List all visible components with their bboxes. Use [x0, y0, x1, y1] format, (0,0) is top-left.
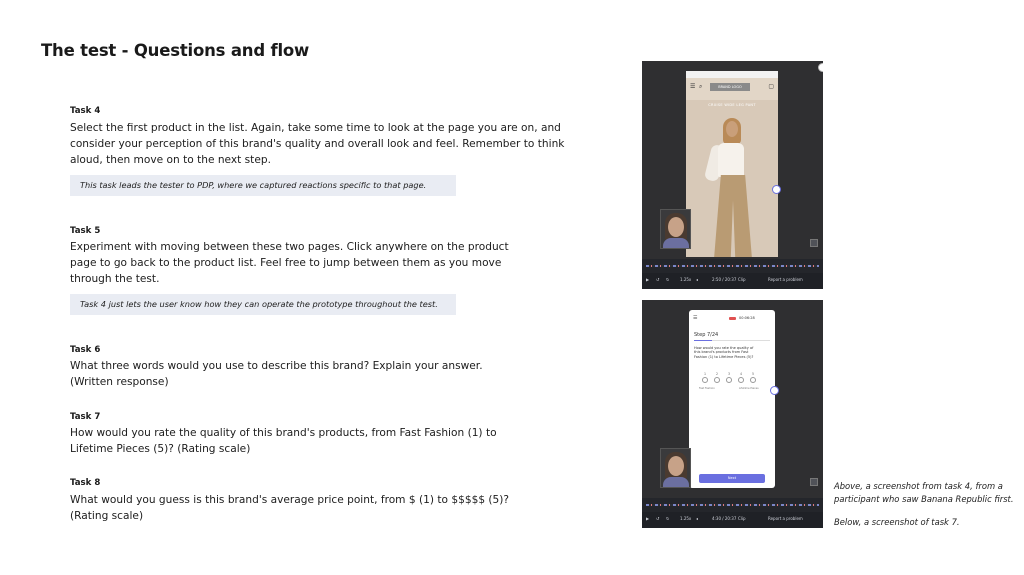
task-5-heading: Task 5 [70, 226, 101, 236]
rating-radio-2[interactable] [714, 377, 720, 383]
speed-label[interactable]: 1.25x [680, 277, 692, 282]
task-8-heading: Task 8 [70, 478, 101, 488]
player-controls [642, 273, 823, 289]
rewind-icon[interactable]: ↺ [656, 516, 660, 521]
progress-bar [694, 340, 712, 341]
rewind-icon[interactable]: ↺ [656, 277, 660, 282]
caption-line-3: Below, a screenshot of task 7. [834, 517, 960, 527]
handle-dot [818, 63, 823, 72]
task-8-line-1: What would you guess is this brand's average price point, from $ (1) to $$$$$ (5)? [70, 494, 510, 506]
task-4-heading: Task 4 [70, 106, 101, 116]
task-6-heading: Task 6 [70, 345, 101, 355]
next-button[interactable]: Next [699, 474, 765, 483]
recording-indicator [729, 317, 736, 320]
menu-icon: ☰ [693, 315, 698, 321]
task-7-text [70, 426, 497, 458]
caption-line-2: participant who saw Banana Republic first. [834, 493, 1014, 504]
task-4-line-2: consider your perception of this brand's quality and overall look and feel. Remember to think [70, 137, 565, 150]
screenshot-caption [834, 480, 1014, 529]
participant-webcam [660, 448, 691, 488]
search-icon: ⌕ [699, 83, 703, 90]
cursor-marker [770, 386, 779, 395]
task-6-line-2: (Written response) [70, 375, 169, 388]
clip-button[interactable]: Clip [738, 516, 746, 521]
product-page-mockup [686, 71, 778, 257]
high-anchor-label: Lifetime Pieces [739, 387, 759, 390]
fullscreen-icon[interactable] [810, 478, 818, 486]
hamburger-icon: ☰ [690, 83, 696, 90]
timer: 00:06:28 [739, 316, 755, 320]
task-7-line-1: How would you rate the quality of this brand's products, from Fast Fashion (1) to [70, 427, 497, 439]
video-timeline[interactable] [642, 498, 823, 512]
task-5-note: Task 4 just lets the user know how they can operate the prototype throughout the test. [70, 294, 456, 315]
scale-2-label: 2 [716, 372, 719, 376]
time-readout: 4:30 / 20:37 [712, 516, 737, 521]
rating-question-mockup [689, 310, 775, 488]
player-controls [642, 512, 823, 528]
brand-logo-placeholder: BRAND LOGO [710, 83, 750, 91]
play-icon[interactable]: ▶ [646, 277, 650, 282]
browser-address-bar [686, 71, 778, 78]
task-7-line-2: Lifetime Pieces (5)? (Rating scale) [70, 442, 251, 455]
task-7-screenshot [642, 300, 823, 528]
scale-1-label: 1 [704, 372, 707, 376]
speed-label[interactable]: 1.25x [680, 516, 692, 521]
page-title: The test - Questions and flow [41, 41, 310, 60]
task-4-line-1: Select the first product in the list. Again, take some time to look at the page you are on, and [70, 122, 561, 134]
low-anchor-label: Fast Fashion [699, 387, 715, 390]
task-4-text [70, 121, 564, 168]
scale-3-label: 3 [728, 372, 731, 376]
bag-icon: ▢ [768, 83, 774, 90]
scale-5-label: 5 [752, 372, 755, 376]
task-6-line-1: What three words would you use to describe this brand? Explain your answer. [70, 360, 483, 372]
caption-line-1: Above, a screenshot from task 4, from a [834, 481, 1003, 491]
task-5-line-3: through the test. [70, 272, 160, 285]
task-4-note: This task leads the tester to PDP, where we captured reactions specific to that page. [70, 175, 456, 196]
volume-icon[interactable]: ◂ [696, 277, 699, 282]
task-4-screenshot [642, 61, 823, 289]
volume-icon[interactable]: ◂ [696, 516, 699, 521]
task-8-text [70, 493, 509, 525]
task-4-line-3: aloud, then move on to the next step. [70, 153, 271, 166]
fullscreen-icon[interactable] [810, 239, 818, 247]
forward-icon[interactable]: ↻ [666, 516, 670, 521]
scale-4-label: 4 [740, 372, 743, 376]
report-problem-link[interactable]: Report a problem [768, 516, 803, 521]
task-6-text [70, 359, 483, 391]
time-readout: 2:50 / 20:37 [712, 277, 737, 282]
cursor-marker [772, 185, 781, 194]
forward-icon[interactable]: ↻ [666, 277, 670, 282]
task-7-heading: Task 7 [70, 412, 101, 422]
rating-radio-3[interactable] [726, 377, 732, 383]
step-counter: Step 7/24 [694, 332, 719, 338]
clip-button[interactable]: Clip [738, 277, 746, 282]
rating-radio-1[interactable] [702, 377, 708, 383]
participant-webcam [660, 209, 691, 249]
play-icon[interactable]: ▶ [646, 516, 650, 521]
product-title: CRUISE WIDE LEG PANT [708, 103, 756, 107]
task-8-line-2: (Rating scale) [70, 509, 144, 522]
rating-radio-4[interactable] [738, 377, 744, 383]
task-5-line-1: Experiment with moving between these two pages. Click anywhere on the product [70, 241, 509, 253]
video-timeline[interactable] [642, 259, 823, 273]
rating-radio-5[interactable] [750, 377, 756, 383]
report-problem-link[interactable]: Report a problem [768, 277, 803, 282]
question-text: How would you rate the quality of this brand's products from Fast Fashion (1) to Lifetime Pieces (5)? [694, 346, 754, 359]
task-5-line-2: page to go back to the product list. Feel free to jump between them as you move [70, 256, 502, 269]
task-5-text [70, 240, 509, 287]
